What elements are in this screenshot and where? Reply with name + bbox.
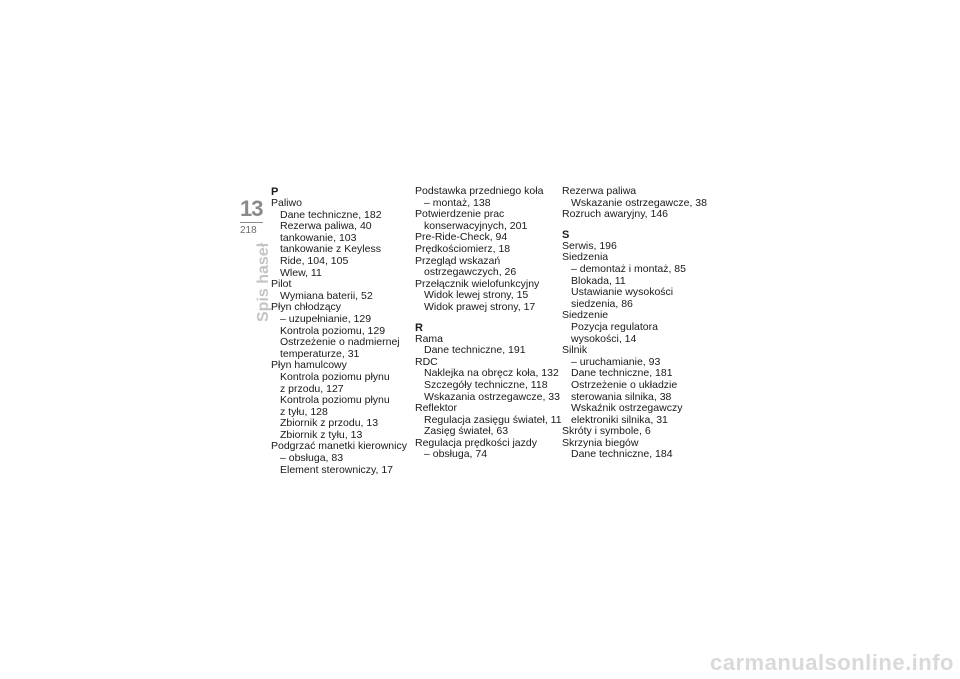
index-subentry: Wskazania ostrzegawcze, 33 (424, 390, 560, 403)
index-subentry: ostrzegawczych, 26 (424, 266, 517, 279)
index-subentry: elektroniki silnika, 31 (571, 413, 668, 426)
index-subentry: Zbiornik z tyłu, 13 (280, 428, 363, 441)
index-subentry: siedzenia, 86 (571, 297, 633, 310)
index-subentry: Wskaźnik ostrzegawczy (571, 402, 683, 415)
index-entry: Pre-Ride-Check, 94 (415, 231, 508, 244)
index-subentry: Wlew, 11 (280, 266, 322, 279)
index-subentry: wysokości, 14 (571, 332, 637, 345)
watermark: carmanualsonline.info (710, 650, 954, 675)
index-subentry: Kontrola poziomu płynu (280, 370, 390, 383)
index-subentry: Kontrola poziomu płynu (280, 394, 390, 407)
index-subentry: – montaż, 138 (424, 196, 491, 209)
index-subentry: Naklejka na obręcz koła, 132 (424, 367, 559, 380)
index-subentry: temperaturze, 31 (280, 347, 360, 360)
index-subentry: Rezerwa paliwa, 40 (280, 220, 372, 233)
chapter-divider (240, 222, 263, 223)
index-column-2 (415, 186, 565, 461)
index-entry: Podgrzać manetki kierownicy (271, 440, 407, 453)
index-entry: Siedzenia (562, 251, 609, 264)
index-subentry: sterowania silnika, 38 (571, 390, 672, 403)
index-subentry: Wskazanie ostrzegawcze, 38 (571, 196, 707, 209)
index-entry: Skróty i symbole, 6 (562, 425, 651, 438)
index-entry: Potwierdzenie prac (415, 208, 505, 221)
index-entry: Silnik (562, 344, 588, 357)
index-entry: Przegląd wskazań (415, 254, 501, 267)
index-column-3 (562, 186, 712, 461)
index-subentry: Widok prawej strony, 17 (424, 300, 536, 313)
index-subentry: Ride, 104, 105 (280, 254, 349, 267)
index-entry: Podstawka przedniego koła (415, 185, 544, 197)
chapter-badge (240, 198, 263, 237)
index-subentry: Widok lewej strony, 15 (424, 289, 529, 302)
index-subentry: – uruchamianie, 93 (571, 355, 661, 368)
index-subentry: Dane techniczne, 182 (280, 208, 382, 221)
index-entry: Przełącznik wielofunkcyjny (415, 277, 540, 290)
index-entry: Rozruch awaryjny, 146 (562, 208, 669, 221)
index-subentry: z przodu, 127 (280, 382, 344, 395)
index-subentry: tankowanie, 103 (280, 231, 357, 244)
index-letter-heading: P (271, 186, 279, 198)
index-entry: Rama (415, 332, 444, 345)
index-subentry: Ostrzeżenie o nadmiernej (280, 336, 400, 349)
index-subentry: Zbiornik z przodu, 13 (280, 417, 379, 430)
index-column-1 (271, 186, 421, 476)
index-entry: Płyn chłodzący (271, 301, 342, 314)
index-entry: Rezerwa paliwa (562, 185, 637, 197)
chapter-side-title: Spis haseł (255, 242, 272, 322)
index-subentry: Element sterowniczy, 17 (280, 463, 394, 476)
index-subentry: Ostrzeżenie o układzie (571, 378, 678, 391)
index-subentry: tankowanie z Keyless (280, 243, 381, 256)
index-letter-heading: R (415, 321, 423, 334)
index-subentry: konserwacyjnych, 201 (424, 219, 528, 232)
index-subentry: – uzupełnianie, 129 (280, 312, 372, 325)
index-entry: Pilot (271, 278, 292, 291)
index-entry: Siedzenie (562, 309, 609, 322)
index-subentry: Wymiana baterii, 52 (280, 289, 373, 302)
index-subentry: Dane techniczne, 191 (424, 344, 526, 357)
index-subentry: – obsługa, 74 (424, 448, 488, 461)
index-entry: RDC (415, 355, 438, 368)
index-subentry: Dane techniczne, 181 (571, 367, 673, 380)
index-subentry: Blokada, 11 (571, 274, 626, 287)
index-subentry: Regulacja zasięgu świateł, 11 (424, 413, 562, 426)
index-entry: Płyn hamulcowy (271, 359, 347, 372)
page-number: 218 (240, 225, 257, 236)
index-entry: Regulacja prędkości jazdy (415, 436, 537, 449)
index-subentry: Dane techniczne, 184 (571, 448, 673, 461)
index-entry: Reflektor (415, 402, 458, 415)
index-letter-heading: S (562, 228, 570, 241)
index-subentry: Szczegóły techniczne, 118 (424, 378, 548, 391)
index-subentry: – obsługa, 83 (280, 452, 344, 465)
index-subentry: Pozycja regulatora (571, 320, 658, 333)
index-subentry: z tyłu, 128 (280, 405, 328, 418)
index-subentry: – demontaż i montaż, 85 (571, 262, 686, 275)
index-entry: Serwis, 196 (562, 239, 617, 252)
index-entry: Paliwo (271, 197, 302, 209)
index-subentry: Kontrola poziomu, 129 (280, 324, 386, 337)
index-subentry: Zasięg świateł, 63 (424, 425, 509, 438)
index-entry: Prędkościomierz, 18 (415, 242, 511, 255)
chapter-number: 13 (240, 196, 263, 221)
index-subentry: Ustawianie wysokości (571, 286, 674, 299)
index-entry: Skrzynia biegów (562, 436, 639, 449)
